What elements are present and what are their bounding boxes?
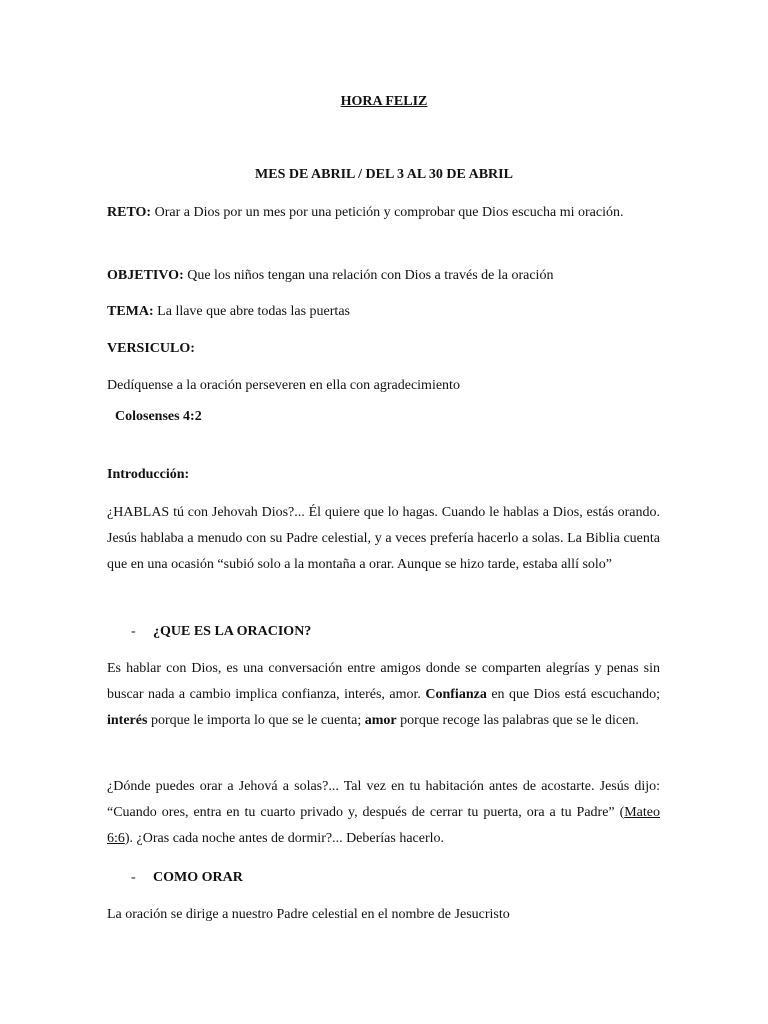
objetivo-text: Que los niños tengan una relación con Dios a través de la oración xyxy=(187,268,554,283)
reto-paragraph xyxy=(107,200,660,226)
versiculo-text: Dedíquense a la oración perseveren en ella con agradecimiento xyxy=(107,378,460,393)
mateo-reference-link[interactable]: Mateo 6:6 xyxy=(107,805,660,846)
introduccion-heading: Introducción: xyxy=(107,467,190,482)
bullet-dash: - xyxy=(131,870,136,885)
tema-paragraph xyxy=(107,299,660,325)
que-es-paragraph: Es hablar con Dios, es una conversación entre amigos donde se comparten alegrías y penas sin buscar nada a cambio implica confianza, interés, amor. Confianza en que Dios está escuchando; interés porque le importa lo que se le cuenta; amor porque recoge las palabras que se le dicen. xyxy=(107,661,661,728)
document-title: HORA FELIZ xyxy=(340,94,428,109)
versiculo-heading: VERSICULO: xyxy=(107,341,195,356)
objetivo-paragraph xyxy=(107,263,660,289)
section-heading-como-orar: - COMO ORAR xyxy=(107,865,660,891)
bullet-dash: - xyxy=(131,624,136,639)
document-subtitle: MES DE ABRIL / DEL 3 AL 30 DE ABRIL xyxy=(255,167,513,182)
section-heading-que-es: - ¿QUE ES LA ORACION? xyxy=(107,619,660,645)
como-orar-paragraph: La oración se dirige a nuestro Padre celestial en el nombre de Jesucristo xyxy=(107,907,510,922)
reto-text: Orar a Dios por un mes por una petición y comprobar que Dios escucha mi oración. xyxy=(154,205,624,220)
tema-label: TEMA: xyxy=(107,304,154,319)
tema-text: La llave que abre todas las puertas xyxy=(157,304,350,319)
donde-orar-paragraph: ¿Dónde puedes orar a Jehová a solas?... Tal vez en tu habitación antes de acostarte. Jesús dijo: “Cuando ores, entra en tu cuarto privado y, después de cerrar tu puerta, ora a tu Padre” (Mateo 6:6). ¿Oras cada noche antes de dormir?... Deberías hacerlo. xyxy=(107,779,660,846)
reto-label: RETO: xyxy=(107,205,152,220)
introduccion-paragraph: ¿HABLAS tú con Jehovah Dios?... Él quiere que lo hagas. Cuando le hablas a Dios, estás orando. Jesús hablaba a menudo con su Padre celestial, y a veces prefería hacerlo a solas. La Biblia cuenta que en una ocasión “subió solo a la montaña a orar. Aunque se hizo tarde, estaba allí solo” xyxy=(107,505,660,572)
versiculo-reference: Colosenses 4:2 xyxy=(115,409,202,424)
objetivo-label: OBJETIVO: xyxy=(107,268,184,283)
